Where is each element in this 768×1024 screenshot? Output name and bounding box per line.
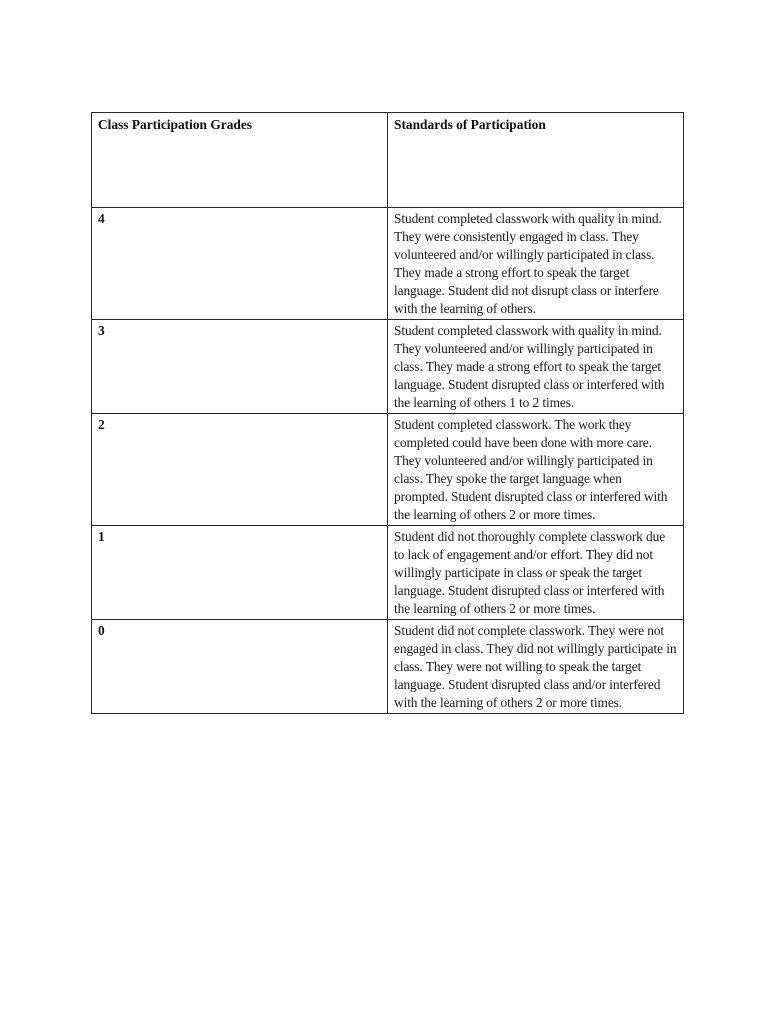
grade-cell: 4 xyxy=(92,208,388,320)
table-header-row xyxy=(92,113,684,208)
table-row xyxy=(92,620,684,714)
standard-cell: Student completed classwork with quality in mind. They volunteered and/or willingly participated in class. They made a strong effort to speak the target language. Student disrupted class or interfered with the learning of others 1 to 2 times. xyxy=(388,320,684,414)
header-standards: Standards of Participation xyxy=(388,113,684,208)
header-grades: Class Participation Grades xyxy=(92,113,388,208)
standard-cell: Student did not thoroughly complete classwork due to lack of engagement and/or effort. They did not willingly participate in class or speak the target language. Student disrupted class or interfered with the learning of others 2 or more times. xyxy=(388,526,684,620)
standard-cell: Student completed classwork. The work they completed could have been done with more care. They volunteered and/or willingly participated in class. They spoke the target language when prompted. Student disrupted class or interfered with the learning of others 2 or more times. xyxy=(388,414,684,526)
table-row xyxy=(92,526,684,620)
standard-cell: Student completed classwork with quality in mind. They were consistently engaged in class. They volunteered and/or willingly participated in class. They made a strong effort to speak the target language. Student did not disrupt class or interfere with the learning of others. xyxy=(388,208,684,320)
standard-cell: Student did not complete classwork. They were not engaged in class. They did not willingly participate in class. They were not willing to speak the target language. Student disrupted class and/or interfered with the learning of others 2 or more times. xyxy=(388,620,684,714)
grade-cell: 0 xyxy=(92,620,388,714)
table-row xyxy=(92,208,684,320)
grade-cell: 2 xyxy=(92,414,388,526)
table-row xyxy=(92,414,684,526)
grade-cell: 3 xyxy=(92,320,388,414)
table-row xyxy=(92,320,684,414)
participation-rubric-table xyxy=(91,112,684,714)
grade-cell: 1 xyxy=(92,526,388,620)
